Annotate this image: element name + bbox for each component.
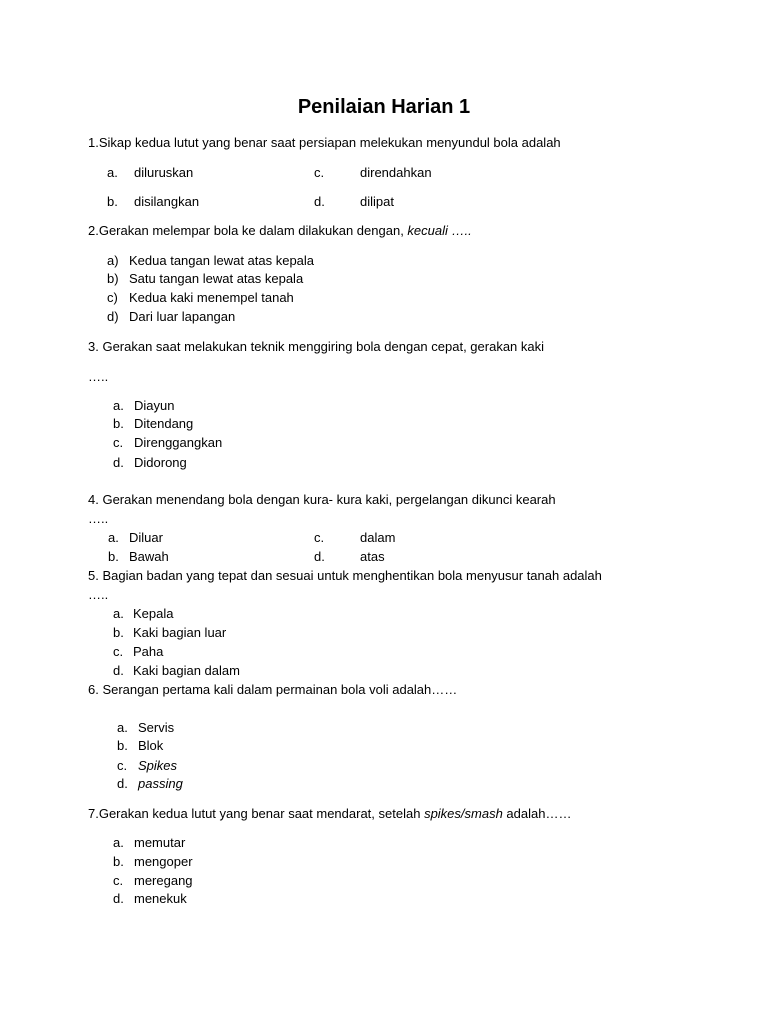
option-label: d.	[113, 891, 124, 906]
option-label: a.	[107, 165, 118, 180]
option-text: atas	[360, 549, 385, 564]
question-7-text	[88, 805, 571, 823]
option-text: Kedua tangan lewat atas kepala	[129, 253, 315, 268]
option-label: b.	[117, 738, 128, 753]
option-label: b.	[107, 194, 118, 209]
option-label: c.	[314, 165, 325, 180]
option-text: Paha	[133, 644, 164, 659]
option-text: Kaki bagian luar	[133, 625, 227, 640]
question-7-text-end: adalah……	[502, 806, 572, 821]
question-3-text-continued: …..	[88, 369, 109, 384]
option-label: d.	[113, 455, 124, 470]
option-label: b.	[113, 854, 124, 869]
option-text: Satu tangan lewat atas kepala	[129, 271, 304, 286]
option-text: Diluar	[129, 530, 163, 545]
question-4-text: 4. Gerakan menendang bola dengan kura- kura kaki, pergelangan dikunci kearah	[88, 492, 556, 507]
option-text: Direnggangkan	[134, 435, 223, 450]
question-6-text: 6. Serangan pertama kali dalam permainan bola voli adalah……	[88, 682, 458, 697]
option-text: Kedua kaki menempel tanah	[129, 290, 294, 305]
question-4-text-continued: …..	[88, 511, 109, 526]
page-title: Penilaian Harian 1	[297, 96, 471, 118]
option-label: c.	[113, 644, 124, 659]
option-text: meregang	[134, 873, 193, 888]
question-5-text: 5. Bagian badan yang tepat dan sesuai untuk menghentikan bola menyusur tanah adalah	[88, 568, 602, 583]
option-text: Kepala	[133, 606, 174, 621]
option-text: passing	[138, 776, 183, 791]
option-label: b.	[113, 625, 124, 640]
option-label: c.	[113, 435, 124, 450]
option-label: a.	[113, 606, 124, 621]
question-2-text	[88, 222, 472, 240]
option-label: d.	[113, 663, 124, 678]
option-label: c)	[107, 290, 118, 305]
option-label: c.	[117, 758, 128, 773]
option-text: Dari luar lapangan	[129, 309, 236, 324]
option-label: d.	[314, 549, 325, 564]
option-label: d.	[314, 194, 325, 209]
option-label: a)	[107, 253, 119, 268]
option-text: dalam	[360, 530, 396, 545]
option-label: c.	[314, 530, 325, 545]
option-label: a.	[117, 720, 128, 735]
option-text: Bawah	[129, 549, 169, 564]
option-text: menekuk	[134, 891, 187, 906]
option-text: Servis	[138, 720, 175, 735]
option-label: d)	[107, 309, 119, 324]
option-text: dilipat	[360, 194, 394, 209]
option-text: direndahkan	[360, 165, 432, 180]
question-7-text-italic: spikes/smash	[424, 806, 503, 821]
option-label: a.	[113, 835, 124, 850]
option-text: disilangkan	[134, 194, 200, 209]
option-label: a.	[113, 398, 124, 413]
question-2-text-italic: kecuali …..	[407, 223, 472, 238]
option-text: Didorong	[134, 455, 187, 470]
option-text: Spikes	[138, 758, 178, 773]
question-2-text-main: 2.Gerakan melempar bola ke dalam dilakukan dengan,	[88, 223, 408, 238]
option-text: Blok	[138, 738, 164, 753]
question-5-text-continued: …..	[88, 587, 109, 602]
option-text: memutar	[134, 835, 186, 850]
question-1-text: 1.Sikap kedua lutut yang benar saat persiapan melekukan menyundul bola adalah	[88, 135, 561, 150]
option-label: b)	[107, 271, 119, 286]
option-label: a.	[108, 530, 119, 545]
option-text: Ditendang	[134, 416, 194, 431]
option-label: c.	[113, 873, 124, 888]
option-label: b.	[113, 416, 124, 431]
option-text: diluruskan	[134, 165, 194, 180]
question-3-text: 3. Gerakan saat melakukan teknik menggiring bola dengan cepat, gerakan kaki	[88, 339, 545, 354]
option-label: d.	[117, 776, 128, 791]
option-text: mengoper	[134, 854, 193, 869]
question-7-text-main: 7.Gerakan kedua lutut yang benar saat mendarat, setelah	[88, 806, 425, 821]
option-text: Kaki bagian dalam	[133, 663, 240, 678]
option-label: b.	[108, 549, 119, 564]
option-text: Diayun	[134, 398, 175, 413]
